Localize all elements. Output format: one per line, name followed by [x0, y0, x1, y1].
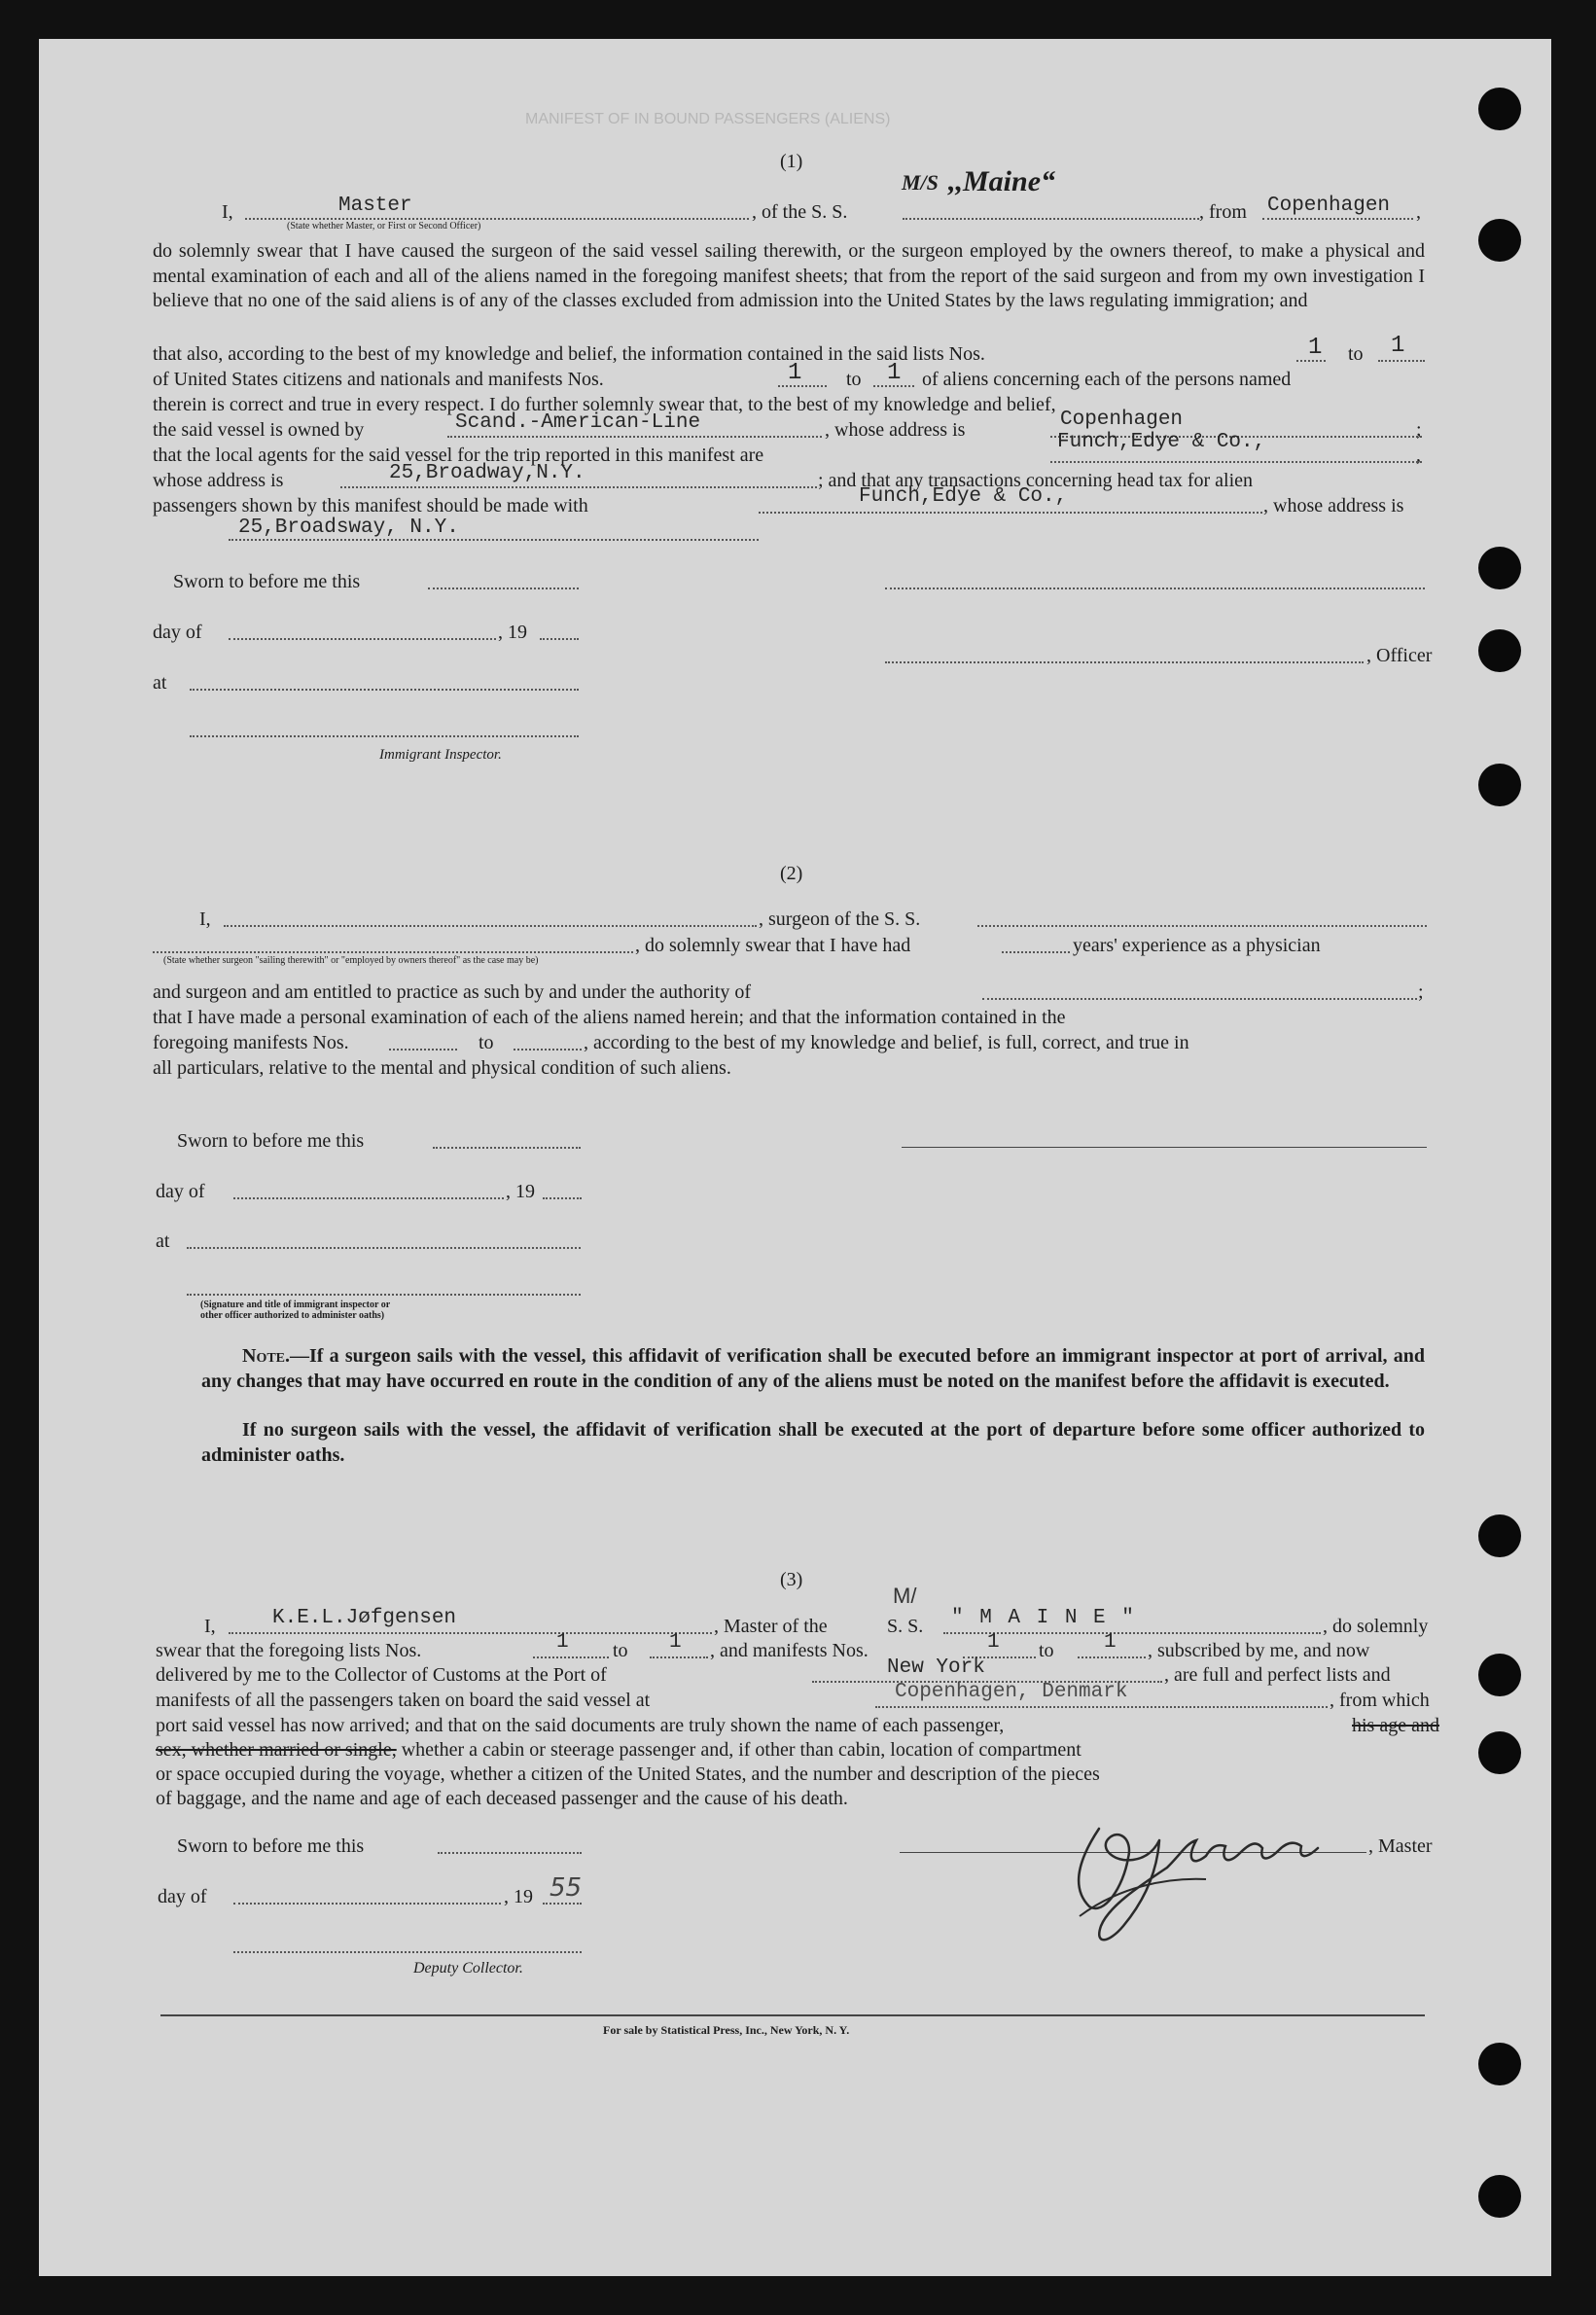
punch-hole — [1478, 2043, 1521, 2085]
master-signature-icon — [1041, 1770, 1342, 1965]
manifest-page: MANIFEST OF IN BOUND PASSENGERS (ALIENS) (1) I, Master (State whether Master, or First or Second Officer) , of the S. S. M/S ,,Maine“ , from Copenhagen , do solemnly swear that I have caused the surgeon of the said vessel sailing therewith, or the surgeon employed by the owners thereof, to make a physical and mental examination of each and all of the aliens named in the foregoing manifest sheets; that from the report of the said surgeon and from my own investigation I believe that no one of the said aliens is of any of the classes excluded from admission into the United States by the laws regulating immigration; and that also, according to the best of my knowledge and belief, the information contained in the said lists Nos. 1 to 1 of United States citizens and nationals and manifests Nos. 1 to 1 of aliens concerning each of the persons named therein is correct and true in every respect. I do further solemnly swear that, to the best of my knowledge and belief, the said vessel is owned by Scand.-American-Line , whose address is Copenhagen ; that the local agents for the said vessel for the trip reported in this manifest are Funch,Edye & Co., , whose address is 25,Broadway,N.Y. ; and that any transactions concerning head tax for alien passengers shown by this manifest should be made with Funch,Edye & Co., , whose address is 25,Broadsway, N.Y. Sworn to before me this day of , 19 at Immigrant Inspector. , Officer (2) I, , surgeon of the S. S. , do solemnly swear that I have had years' experience as a physician (State whether surgeon "sailing therewith" or "employed by owners thereof" as the case may be) and surgeon and am entitled to practice as such by and under the authority of ; that I have made a personal examination of each of the aliens named herein; and that the information contained in the foregoing manifests Nos. to , according to the best of my knowledge and belief, is full, correct, and true in all particulars, relative to the mental and physical condition of such aliens. Sworn to before me this day of , 19 at (Signature and title of immigrant inspector or other officer authorized to administer oaths) Note.—If a surgeon sails with the vessel, this affidavit of verification shall be executed before an immigrant inspector at port of arrival, and any changes that may have occurred en route in the condition of any of the aliens must be noted on the manifest before the affidavit is executed. If no surgeon sails with the vessel, the affidavit of verification shall be executed at the port of departure before some officer authorized to administer oaths. (3) I, K.E.L.Jøfgensen , Master of the M/ S. S. " M A I N E " , do solemnly swear that the foregoing lists Nos. 1 to 1 , and manifests Nos. 1 to 1 , subscribed by me, and now delivered by me to the Collector of Customs at the Port of New York , are full and perfect lists and manifests of all the passengers taken on board the said vessel at Copenhagen, Denmark , from which port said vessel has now arrived; and that on the said documents are truly shown the name of each passenger, his age and sex, whether married or single, whether a cabin or steerage passenger and, if other than cabin, location of compartment or space occupied during the voyage, whether a citizen of the United States, and the number and description of the pieces of baggage, and the name and age of each deceased passenger and the cause of his death. Sworn to before me this , Master day of , 19 55 Deputy Collector. For sale by Statistical Press, Inc., New York, N. Y. — [39, 39, 1551, 2276]
officer-rank-value: Master — [338, 195, 412, 217]
authority-label: and surgeon and am entitled to practice as such by and under the authority of — [153, 981, 751, 1003]
ship-prefix: M/S — [902, 170, 939, 195]
manifests-text-end: of aliens concerning each of the persons named — [922, 369, 1292, 390]
sworn-label-3: Sworn to before me this — [177, 1835, 365, 1857]
section-1-oath-text: do solemnly swear that I have caused the surgeon of the said vessel sailing therewith, or the surgeon employed by the owners thereof, to make a physical and mental examination of each and all of the aliens named in the foregoing manifest sheets; that from the report of the said surgeon and from my own investigation I believe that no one of the said aliens is of any of the classes excluded from admission into the United States by the laws regulating immigration; and — [153, 240, 1425, 311]
master-of-label: , Master of the — [714, 1616, 828, 1637]
year-suffix-value: 55 — [550, 1873, 583, 1903]
section-3-i: I, — [204, 1616, 216, 1637]
foregoing-nos-label: foregoing manifests Nos. — [153, 1032, 349, 1053]
passengers-label: passengers shown by this manifest should be made with — [153, 495, 588, 516]
particulars-text: all particulars, relative to the mental and physical condition of such aliens. — [153, 1057, 731, 1079]
port-value: New York — [887, 1656, 985, 1679]
master-signature-label: , Master — [1368, 1835, 1433, 1857]
year-label: , 19 — [498, 622, 527, 643]
further-swear-text: therein is correct and true in every respect. I do further solemnly swear that, to the best of my knowledge and belief, — [153, 394, 1056, 415]
lists-to-label-3: to — [613, 1640, 628, 1661]
at-label-2: at — [156, 1230, 170, 1252]
owner-address-value: Copenhagen — [1060, 409, 1184, 431]
manifests-nos-label-3: , and manifests Nos. — [710, 1640, 869, 1661]
according-text: , according to the best of my knowledge and belief, is full, correct, and true in — [584, 1032, 1189, 1053]
ship-name-value: " M A I N E " — [951, 1607, 1136, 1629]
section-1-number: (1) — [780, 151, 803, 172]
years-label: years' experience as a physician — [1073, 935, 1321, 956]
immigrant-inspector-caption: Immigrant Inspector. — [379, 747, 502, 763]
subscribed-label: , subscribed by me, and now — [1148, 1640, 1370, 1661]
solemnly-label: , do solemnly — [1323, 1616, 1429, 1637]
struck-age-text: his age and — [1352, 1715, 1439, 1736]
punch-hole — [1478, 1514, 1521, 1557]
surgeon-caption: (State whether surgeon "sailing therewith" or "employed by owners thereof" as the case may be) — [163, 955, 539, 966]
struck-sex-text: sex, whether married or single, — [156, 1739, 397, 1761]
manifests-to-value-3: 1 — [1104, 1631, 1117, 1654]
punch-hole — [1478, 764, 1521, 806]
manifests-to-value: 1 — [887, 360, 902, 386]
master-name-value: K.E.L.Jøfgensen — [272, 1607, 457, 1629]
agents-address-label: whose address is — [153, 470, 284, 491]
ship-name: ,,Maine“ — [948, 165, 1056, 197]
signature-caption-2: other officer authorized to administer oaths) — [200, 1310, 385, 1321]
lists-to-label: to — [1348, 343, 1364, 365]
of-the-ss-label: , of the S. S. — [752, 201, 848, 223]
space-occupied-text: or space occupied during the voyage, whether a citizen of the United States, and the number and description of the pieces — [156, 1763, 1100, 1785]
section-2-number: (2) — [780, 863, 803, 884]
punch-hole — [1478, 219, 1521, 262]
owned-by-label: the said vessel is owned by — [153, 419, 365, 441]
collector-label: delivered by me to the Collector of Customs at the Port of — [156, 1664, 607, 1686]
owner-value: Scand.-American-Line — [455, 411, 701, 434]
note-second-paragraph: If no surgeon sails with the vessel, the affidavit of verification shall be executed at the port of departure before some officer authorized to administer oaths. — [201, 1419, 1425, 1466]
agents-label: that the local agents for the said vessel for the trip reported in this manifest are — [153, 445, 764, 466]
whose-address-label: , whose address is — [1263, 495, 1404, 516]
departure-port-value: Copenhagen, Denmark — [895, 1681, 1128, 1703]
ss-label: S. S. — [887, 1616, 924, 1637]
baggage-text: of baggage, and the name and age of each deceased passenger and the cause of his death. — [156, 1788, 848, 1809]
lists-to-value-3: 1 — [669, 1631, 682, 1654]
lists-nos-label: swear that the foregoing lists Nos. — [156, 1640, 422, 1661]
ss-correction: M/ — [893, 1584, 917, 1608]
from-label: , from — [1199, 201, 1247, 223]
taken-on-board-label: manifests of all the passengers taken on board the said vessel at — [156, 1690, 651, 1711]
day-of-label-3: day of — [158, 1886, 207, 1907]
perfect-lists-label: , are full and perfect lists and — [1164, 1664, 1391, 1686]
from-which-label: , from which — [1330, 1690, 1430, 1711]
agents-address-value: 25,Broadway,N.Y. — [389, 462, 585, 484]
manifests-from-value: 1 — [788, 360, 802, 386]
officer-rank-caption: (State whether Master, or First or Second Officer) — [287, 221, 481, 232]
year-label-3: , 19 — [504, 1886, 533, 1907]
examination-text: that I have made a personal examination of each of the aliens named herein; and that the information contained in the — [153, 1007, 1066, 1028]
surgeon-of-label: , surgeon of the S. S. — [759, 908, 921, 930]
note-text: —If a surgeon sails with the vessel, this affidavit of verification shall be executed before an immigrant inspector at port of arrival, and any changes that may have occurred en route in the condition of any of the aliens must be noted on the manifest before the affidavit is executed. — [201, 1345, 1425, 1392]
head-tax-agent-value: Funch,Edye & Co., — [859, 485, 1068, 508]
day-of-label: day of — [153, 622, 202, 643]
manifests-to-label: to — [846, 369, 862, 390]
signature-caption-1: (Signature and title of immigrant inspector or — [200, 1300, 391, 1310]
section-1-i: I, — [222, 201, 233, 223]
manifests-to-label-3: to — [1039, 1640, 1054, 1661]
note-paragraph — [201, 1344, 1425, 1394]
head-tax-text: ; and that any transactions concerning head tax for alien — [818, 470, 1254, 491]
arrived-text: port said vessel has now arrived; and that on the said documents are truly shown the name of each passenger, — [156, 1715, 1005, 1736]
punch-hole — [1478, 2175, 1521, 2218]
punch-hole — [1478, 1731, 1521, 1774]
sworn-label: Sworn to before me this — [173, 571, 361, 592]
section-3-number: (3) — [780, 1569, 803, 1590]
footer-imprint: For sale by Statistical Press, Inc., New York, N. Y. — [603, 2023, 850, 2037]
section-2-i: I, — [199, 908, 211, 930]
lists-text: that also, according to the best of my knowledge and belief, the information contained in the said lists Nos. — [153, 343, 985, 365]
day-of-label-2: day of — [156, 1181, 205, 1202]
officer-caption: , Officer — [1366, 645, 1433, 666]
head-tax-address-value: 25,Broadsway, N.Y. — [238, 516, 459, 539]
year-label-2: , 19 — [506, 1181, 535, 1202]
swear-experience-label: , do solemnly swear that I have had — [635, 935, 911, 956]
owner-address-label: , whose address is — [825, 419, 966, 441]
manifests-from-value-3: 1 — [987, 1631, 1000, 1654]
note-label: Note. — [242, 1345, 291, 1367]
cabin-text: whether a cabin or steerage passenger and, if other than cabin, location of compartment — [396, 1739, 1082, 1761]
cabin-text-line — [156, 1738, 1082, 1762]
lists-from-value-3: 1 — [556, 1631, 569, 1654]
foregoing-to-label: to — [479, 1032, 494, 1053]
at-label: at — [153, 672, 167, 694]
bleed-through-header: MANIFEST OF IN BOUND PASSENGERS (ALIENS) — [525, 111, 891, 127]
punch-hole — [1478, 1654, 1521, 1696]
sworn-label-2: Sworn to before me this — [177, 1130, 365, 1152]
lists-to-value: 1 — [1391, 333, 1405, 359]
punch-hole — [1478, 547, 1521, 589]
punch-hole — [1478, 629, 1521, 672]
manifests-text: of United States citizens and nationals and manifests Nos. — [153, 369, 604, 390]
deputy-collector-caption: Deputy Collector. — [413, 1960, 523, 1977]
punch-hole — [1478, 88, 1521, 130]
from-port-value: Copenhagen — [1267, 195, 1391, 217]
agents-value: Funch,Edye & Co., — [1057, 431, 1266, 453]
lists-from-value: 1 — [1308, 335, 1323, 361]
